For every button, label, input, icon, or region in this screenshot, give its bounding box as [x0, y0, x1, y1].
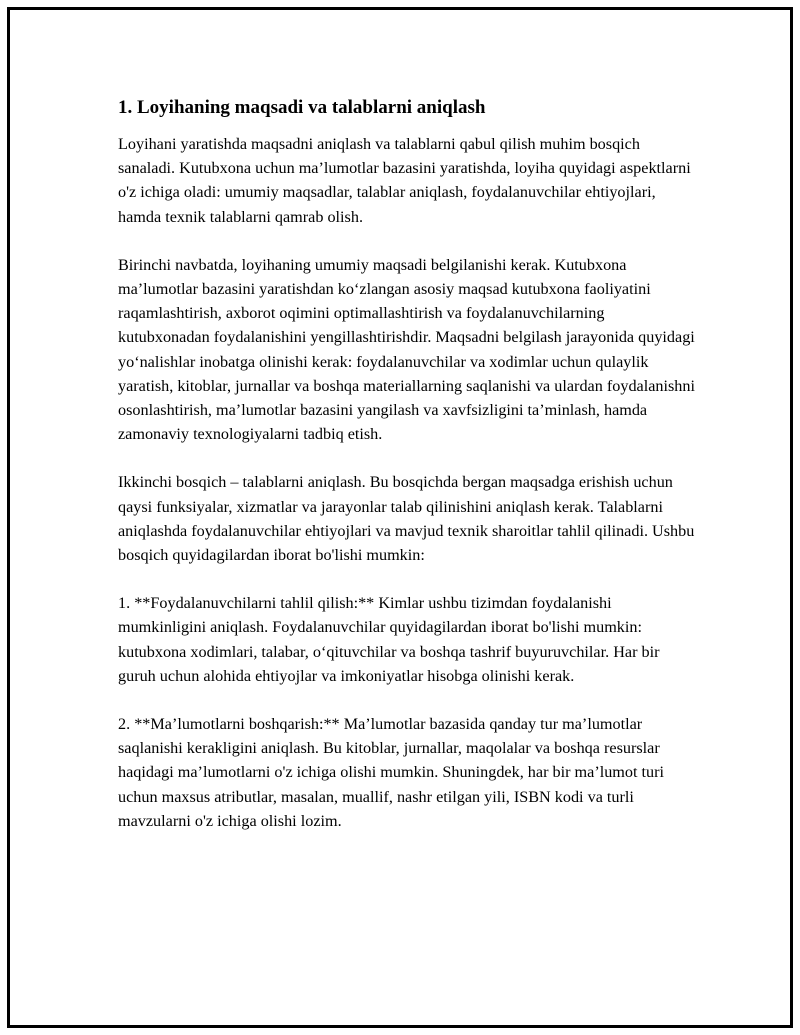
list-item-data-management: 2. **Ma’lumotlarni boshqarish:** Ma’lumotlar bazasida qanday tur ma’lumotlar saqlanishi kerakligini aniqlash. Bu kitoblar, jurnallar, maqolalar va boshqa resurslar haqidagi ma’lumotlarni o'z ichiga olishi mumkin. Shuningdek, har bir ma’lumot turi uchun maxsus atributlar, masalan, muallif, nashr etilgan yili, ISBN kodi va turli mavzularni o'z ichiga olishi lozim.	[118, 715, 665, 830]
list-item-users-analysis: 1. **Foydalanuvchilarni tahlil qilish:** Kimlar ushbu tizimdan foydalanishi mumkinligini aniqlash. Foydalanuvchilar quyidagilardan iborat bo'lishi mumkin: kutubxona xodimlari, talabar, o‘qituvchilar va boshqa tashrif buyuruvchilar. Har bir guruh uchun alohida ehtiyojlar va imkoniyatlar hisobga olinishi kerak.	[118, 594, 660, 685]
paragraph-goal: Birinchi navbatda, loyihaning umumiy maqsadi belgilanishi kerak. Kutubxona ma’lumotlar bazasini yaratishdan ko‘zlangan asosiy maqsad kutubxona faoliyatini raqamlashtirish, axborot oqimini optimallashtirish va foydalanuvchilarning kutubxonadan foydalanishini yengillashtirishdir. Maqsadni belgilash jarayonida quyidagi yo‘nalishlar inobatga olinishi kerak: foydalanuvchilar va xodimlar uchun qulaylik yaratish, kitoblar, jurnallar va boshqa materiallarning saqlanishi va ulardan foydalanishni osonlashtirish, ma’lumotlar bazasini yangilash va xavfsizligini ta’minlash, hamda zamonaviy texnologiyalarni tadbiq etish.	[118, 255, 695, 444]
paragraph-intro: Loyihani yaratishda maqsadni aniqlash va talablarni qabul qilish muhim bosqich sanaladi. Kutubxona uchun ma’lumotlar bazasini yaratishda, loyiha quyidagi aspektlarni o'z ichiga oladi: umumiy maqsadlar, talablar aniqlash, foydalanuvchilar ehtiyojlari, hamda texnik talablarni qamrab olish.	[118, 135, 691, 226]
document-body	[118, 96, 698, 857]
section-heading: 1. Loyihaning maqsadi va talablarni aniqlash	[118, 97, 486, 118]
paragraph-requirements: Ikkinchi bosqich – talablarni aniqlash. Bu bosqichda bergan maqsadga erishish uchun qaysi funksiyalar, xizmatlar va jarayonlar talab qilinishini aniqlash kerak. Talablarni aniqlashda foydalanuvchilar ehtiyojlari va mavjud texnik sharoitlar tahlil qilinadi. Ushbu bosqich quyidagilardan iborat bo'lishi mumkin:	[118, 473, 695, 565]
